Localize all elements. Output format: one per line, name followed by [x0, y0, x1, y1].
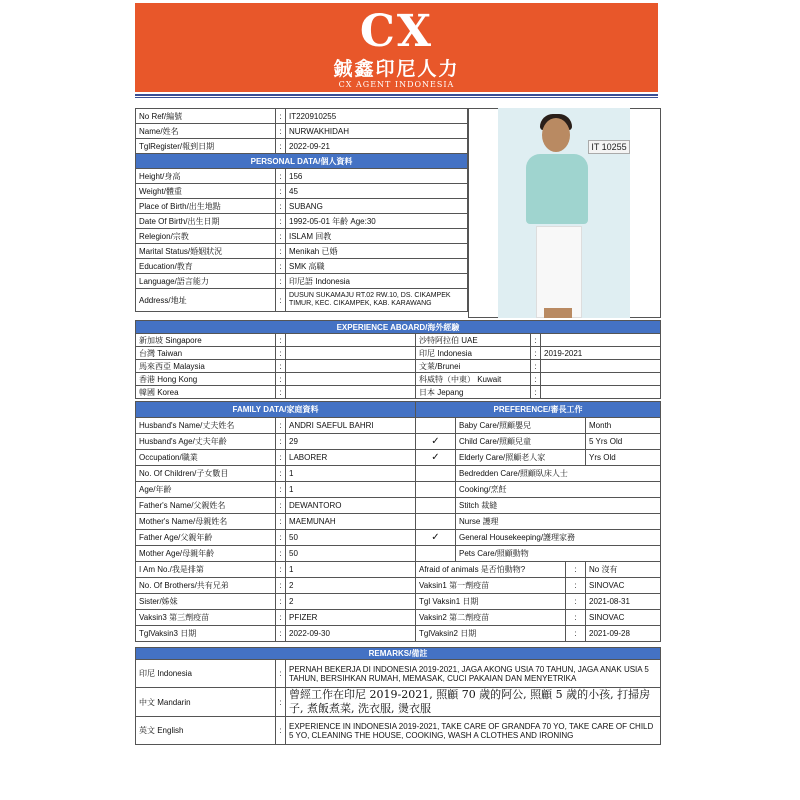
address-value: DUSUN SUKAMAJU RT.02 RW.10, DS. CIKAMPEK TIMUR, KEC. CIKAMPEK, KAB. KARAWANG	[286, 289, 468, 312]
field-label: Occupation/職業	[136, 450, 276, 466]
table-row: Vaksin3 第三劑疫苗 : PFIZER Vaksin2 第二劑疫苗 : SINOVAC	[136, 610, 661, 626]
table-row: Husband's Name/丈夫姓名 : ANDRI SAEFUL BAHRI Baby Care/照顧嬰兒 Month	[136, 418, 661, 434]
family-preference-table	[135, 401, 661, 642]
table-row: Education/教育 : SMK 高職	[136, 259, 468, 274]
field-value	[541, 334, 661, 347]
table-row: Weight/體重 : 45	[136, 184, 468, 199]
register-date: 2022-09-21	[286, 139, 468, 154]
skill-label: Pets Care/照顧動物	[456, 546, 661, 562]
field-label: Father Age/父親年齡	[136, 530, 276, 546]
field-value	[286, 334, 416, 347]
field-label: Height/身高	[136, 169, 276, 184]
check-icon: ✓	[416, 530, 456, 546]
skill-label: Cooking/烹飪	[456, 482, 661, 498]
table-row: No. Of Children/子女數目 : 1 Bedredden Care/照顧臥床人士	[136, 466, 661, 482]
field-label: TglVaksin2 日期	[416, 626, 566, 642]
divider	[135, 94, 658, 96]
table-row: 英文 English : EXPERIENCE IN INDONESIA 2019-2021, TAKE CARE OF GRANDFA 70 YO, TAKE CARE OF CHILD 5 YO, CLEANING THE HOUSE, COOKING, WASH A CLOTHES AND IRONING	[136, 717, 661, 745]
remark-indonesia: PERNAH BEKERJA DI INDONESIA 2019-2021, JAGA AKONG USIA 70 TAHUN, JAGA ANAK USIA 5 TAHUN, BERSIHKAN RUMAH, MEMASAK, CUCI PAKAIAN DAN MENYETRIKA	[286, 660, 661, 688]
check-icon: ✓	[416, 450, 456, 466]
field-value: SUBANG	[286, 199, 468, 214]
country-label: 印尼 Indonesia	[416, 347, 531, 360]
field-value: MAEMUNAH	[286, 514, 416, 530]
table-row: Language/語言能力 : 印尼語 Indonesia	[136, 274, 468, 289]
field-value: 2021-09-28	[586, 626, 661, 642]
field-label: 中文 Mandarin	[136, 688, 276, 717]
country-label: 科威特（中東） Kuwait	[416, 373, 531, 386]
table-row: TglRegister/報到日期 : 2022-09-21	[136, 139, 468, 154]
field-label: Tgl Vaksin1 日期	[416, 594, 566, 610]
table-row: Relegion/宗教 : ISLAM 回教	[136, 229, 468, 244]
check-icon: ✓	[416, 434, 456, 450]
section-title: FAMILY DATA/家庭資料	[136, 402, 416, 418]
skill-label: General Housekeeping/護理家務	[456, 530, 661, 546]
check-icon	[416, 466, 456, 482]
field-value	[541, 386, 661, 399]
table-row: Height/身高 : 156	[136, 169, 468, 184]
field-value: 印尼語 Indonesia	[286, 274, 468, 289]
field-value: SMK 高職	[286, 259, 468, 274]
photo-id-placard: IT 10255	[588, 140, 630, 154]
table-row: No Ref/編號 : IT220910255	[136, 109, 468, 124]
brand-name-cn: 鋮鑫印尼人力	[333, 58, 460, 80]
table-row: Marital Status/婚姻狀況 : Menikah 已婚	[136, 244, 468, 259]
field-label: Mother Age/母親年齡	[136, 546, 276, 562]
field-value: 1	[286, 562, 416, 578]
field-value: 50	[286, 546, 416, 562]
table-row: Address/地址 : DUSUN SUKAMAJU RT.02 RW.10, DS. CIKAMPEK TIMUR, KEC. CIKAMPEK, KAB. KARAWANG	[136, 289, 468, 312]
field-value: 1	[286, 466, 416, 482]
field-label: Vaksin1 第一劑疫苗	[416, 578, 566, 594]
field-value: Menikah 已婚	[286, 244, 468, 259]
field-label: TglVaksin3 日期	[136, 626, 276, 642]
field-label: No. Of Brothers/共有兄弟	[136, 578, 276, 594]
field-label: Education/教育	[136, 259, 276, 274]
field-value: No 沒有	[586, 562, 661, 578]
country-label: 新加坡 Singapore	[136, 334, 276, 347]
table-row: Name/姓名 : NURWAKHIDAH	[136, 124, 468, 139]
table-row: 馬來西亞 Malaysia : 文萊/Brunei :	[136, 360, 661, 373]
ref-number: IT220910255	[286, 109, 468, 124]
field-value: LABORER	[286, 450, 416, 466]
field-label: Afraid of animals 是否怕動物?	[416, 562, 566, 578]
field-value	[286, 347, 416, 360]
country-label: 韓國 Korea	[136, 386, 276, 399]
table-row: 中文 Mandarin : 曾經工作在印尼 2019-2021, 照顧 70 歲的阿公, 照顧 5 歲的小孩, 打掃房子, 煮飯煮菜, 洗衣服, 燙衣服	[136, 688, 661, 717]
field-value: 2019-2021	[541, 347, 661, 360]
field-label: Language/語言能力	[136, 274, 276, 289]
field-value: 29	[286, 434, 416, 450]
field-label: Vaksin3 第三劑疫苗	[136, 610, 276, 626]
country-label: 馬來西亞 Malaysia	[136, 360, 276, 373]
skill-label: Elderly Care/照顧老人家	[456, 450, 586, 466]
skill-value: Month	[586, 418, 661, 434]
field-label: Sister/姊妹	[136, 594, 276, 610]
field-value: ANDRI SAEFUL BAHRI	[286, 418, 416, 434]
field-value: 45	[286, 184, 468, 199]
field-label: I Am No./我是排第	[136, 562, 276, 578]
field-value: 2021-08-31	[586, 594, 661, 610]
table-row: No. Of Brothers/共有兄弟 : 2 Vaksin1 第一劑疫苗 : SINOVAC	[136, 578, 661, 594]
check-icon	[416, 498, 456, 514]
experience-table	[135, 320, 661, 399]
field-label: Name/姓名	[136, 124, 276, 139]
table-row: 韓國 Korea : 日本 Jepang :	[136, 386, 661, 399]
field-value: 50	[286, 530, 416, 546]
table-row: Mother's Name/母親姓名 : MAEMUNAH Nurse 護理	[136, 514, 661, 530]
skill-label: Baby Care/照顧嬰兒	[456, 418, 586, 434]
country-label: 台灣 Taiwan	[136, 347, 276, 360]
field-label: No. Of Children/子女數目	[136, 466, 276, 482]
field-value: 2022-09-30	[286, 626, 416, 642]
field-label: Marital Status/婚姻狀況	[136, 244, 276, 259]
check-icon	[416, 482, 456, 498]
section-title: PREFERENCE/審長工作	[416, 402, 661, 418]
check-icon	[416, 546, 456, 562]
field-label: Father's Name/父親姓名	[136, 498, 276, 514]
table-row: 香港 Hong Kong : 科威特（中東） Kuwait :	[136, 373, 661, 386]
country-label: 沙特阿拉伯 UAE	[416, 334, 531, 347]
check-icon	[416, 418, 456, 434]
field-value: 1	[286, 482, 416, 498]
field-label: No Ref/編號	[136, 109, 276, 124]
table-row: Husband's Age/丈夫年齡 : 29 ✓ Child Care/照顧兒童 5 Yrs Old	[136, 434, 661, 450]
table-row: 新加坡 Singapore : 沙特阿拉伯 UAE :	[136, 334, 661, 347]
field-value: DEWANTORO	[286, 498, 416, 514]
field-label: Mother's Name/母親姓名	[136, 514, 276, 530]
country-label: 日本 Jepang	[416, 386, 531, 399]
check-icon	[416, 514, 456, 530]
table-row: TglVaksin3 日期 : 2022-09-30 TglVaksin2 日期 : 2021-09-28	[136, 626, 661, 642]
table-row: Father's Name/父親姓名 : DEWANTORO Stitch 裁縫	[136, 498, 661, 514]
header-banner	[135, 3, 658, 92]
cx-logo: CX	[359, 6, 434, 57]
field-label: Relegion/宗教	[136, 229, 276, 244]
divider	[135, 97, 658, 98]
table-row: Date Of Birth/出生日期 : 1992-05-01 年齡 Age:30	[136, 214, 468, 229]
field-value: SINOVAC	[586, 610, 661, 626]
field-label: Age/年齡	[136, 482, 276, 498]
candidate-photo	[498, 108, 630, 318]
field-value: 2	[286, 578, 416, 594]
field-value: 2	[286, 594, 416, 610]
skill-label: Child Care/照顧兒童	[456, 434, 586, 450]
brand-name-en: CX AGENT INDONESIA	[338, 80, 455, 89]
field-label: Weight/體重	[136, 184, 276, 199]
remark-english: EXPERIENCE IN INDONESIA 2019-2021, TAKE CARE OF GRANDFA 70 YO, TAKE CARE OF CHILD 5 YO, CLEANING THE HOUSE, COOKING, WASH A CLOTHES AND IRONING	[286, 717, 661, 745]
personal-data-table	[135, 108, 468, 312]
skill-label: Stitch 裁縫	[456, 498, 661, 514]
field-value	[541, 360, 661, 373]
section-title: REMARKS/備註	[136, 648, 661, 660]
candidate-name: NURWAKHIDAH	[286, 124, 468, 139]
field-value: SINOVAC	[586, 578, 661, 594]
skill-value: Yrs Old	[586, 450, 661, 466]
field-label: 印尼 Indonesia	[136, 660, 276, 688]
field-label: 英文 English	[136, 717, 276, 745]
country-label: 香港 Hong Kong	[136, 373, 276, 386]
remark-mandarin: 曾經工作在印尼 2019-2021, 照顧 70 歲的阿公, 照顧 5 歲的小孩, 打掃房子, 煮飯煮菜, 洗衣服, 燙衣服	[286, 688, 661, 717]
field-value	[286, 360, 416, 373]
field-label: TglRegister/報到日期	[136, 139, 276, 154]
table-row: 印尼 Indonesia : PERNAH BEKERJA DI INDONESIA 2019-2021, JAGA AKONG USIA 70 TAHUN, JAGA ANAK USIA 5 TAHUN, BERSIHKAN RUMAH, MEMASAK, CUCI PAKAIAN DAN MENYETRIKA	[136, 660, 661, 688]
field-value	[286, 373, 416, 386]
field-label: Husband's Age/丈夫年齡	[136, 434, 276, 450]
table-row: Mother Age/母親年齡 : 50 Pets Care/照顧動物	[136, 546, 661, 562]
field-value	[541, 373, 661, 386]
field-value: 156	[286, 169, 468, 184]
section-title: EXPERIENCE ABOARD/海外經驗	[136, 321, 661, 334]
field-label: Date Of Birth/出生日期	[136, 214, 276, 229]
skill-label: Nurse 護理	[456, 514, 661, 530]
field-value: ISLAM 回教	[286, 229, 468, 244]
table-row: Sister/姊妹 : 2 Tgl Vaksin1 日期 : 2021-08-31	[136, 594, 661, 610]
field-label: Place of Birth/出生地點	[136, 199, 276, 214]
field-label: Vaksin2 第二劑疫苗	[416, 610, 566, 626]
section-title: PERSONAL DATA/個人資料	[136, 154, 468, 169]
table-row: Father Age/父親年齡 : 50 ✓ General Housekeeping/護理家務	[136, 530, 661, 546]
field-value: PFIZER	[286, 610, 416, 626]
field-label: Address/地址	[136, 289, 276, 312]
skill-label: Bedredden Care/照顧臥床人士	[456, 466, 661, 482]
field-value	[286, 386, 416, 399]
table-row: 台灣 Taiwan : 印尼 Indonesia : 2019-2021	[136, 347, 661, 360]
field-label: Husband's Name/丈夫姓名	[136, 418, 276, 434]
remarks-table	[135, 647, 661, 745]
skill-value: 5 Yrs Old	[586, 434, 661, 450]
field-value: 1992-05-01 年齡 Age:30	[286, 214, 468, 229]
table-row: Age/年齡 : 1 Cooking/烹飪	[136, 482, 661, 498]
table-row: I Am No./我是排第 : 1 Afraid of animals 是否怕動物? : No 沒有	[136, 562, 661, 578]
country-label: 文萊/Brunei	[416, 360, 531, 373]
table-row: Occupation/職業 : LABORER ✓ Elderly Care/照顧老人家 Yrs Old	[136, 450, 661, 466]
table-row: Place of Birth/出生地點 : SUBANG	[136, 199, 468, 214]
